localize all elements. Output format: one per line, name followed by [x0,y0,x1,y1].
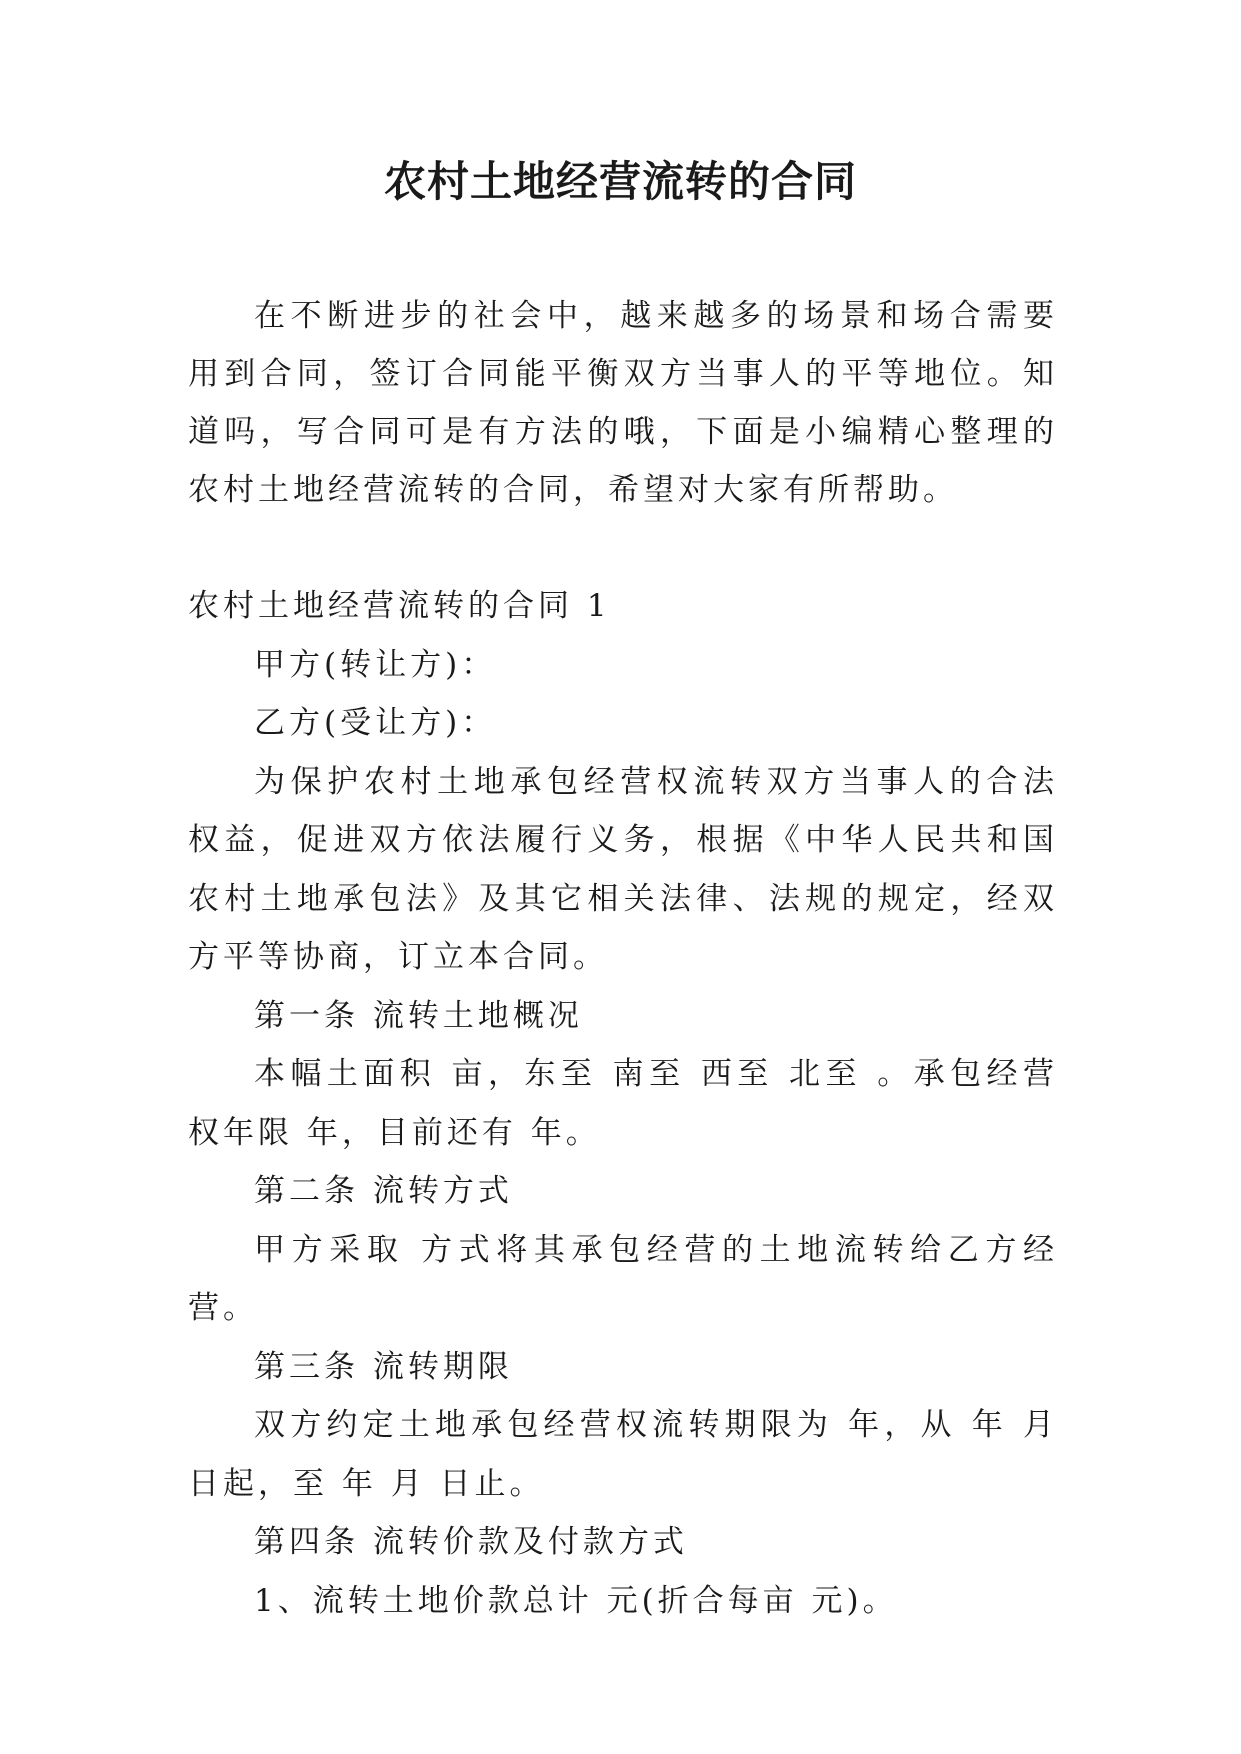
contract-heading: 农村土地经营流转的合同 1 [188,588,611,624]
article-1-text: 本幅土面积 亩，东至 南至 西至 北至 。承包经营权年限 年，目前还有 年。 [188,1056,1058,1151]
article-4-item-1: 1、流转土地价款总计 元(折合每亩 元)。 [254,1582,898,1619]
article-3-text: 双方约定土地承包经营权流转期限为 年，从 年 月 日起，至 年 月 日止。 [188,1407,1058,1502]
article-2-text: 甲方采取 方式将其承包经营的土地流转给乙方经营。 [188,1231,1058,1326]
article-1-heading: 第一条 流转土地概况 [254,997,583,1034]
article-3-heading: 第三条 流转期限 [254,1348,513,1385]
preamble-paragraph: 为保护农村土地承包经营权流转双方当事人的合法权益，促进双方依法履行义务，根据《中华人民共和国农村土地承包法》及其它相关法律、法规的规定，经双方平等协商，订立本合同。 [188,763,1058,975]
document-title: 农村土地经营流转的合同 [383,157,857,206]
party-b-line: 乙方(受让方)： [254,705,497,741]
article-4-heading: 第四条 流转价款及付款方式 [254,1524,688,1560]
intro-section [188,287,1058,519]
intro-paragraph: 在不断进步的社会中，越来越多的场景和场合需要用到合同，签订合同能平衡双方当事人的平等地位。知道吗，写合同可是有方法的哦，下面是小编精心整理的农村土地经营流转的合同，希望对大家有所帮助。 [188,298,1058,508]
contract-section [188,577,1058,1630]
party-a-line: 甲方(转让方)： [254,646,497,683]
article-2-heading: 第二条 流转方式 [254,1173,513,1209]
